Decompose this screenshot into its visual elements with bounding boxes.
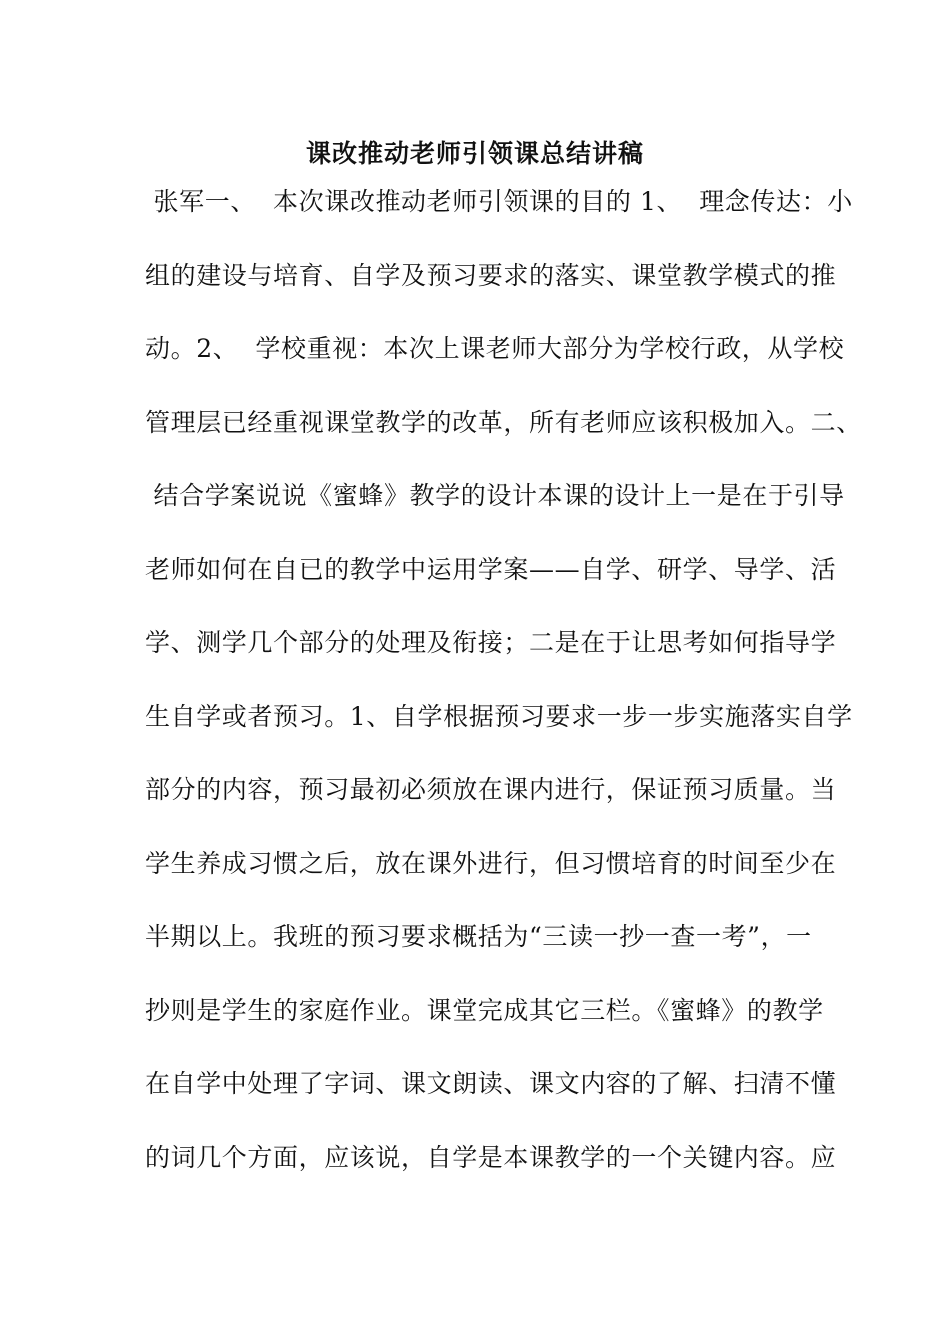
body-line-4: 管理层已经重视课堂教学的改革，所有老师应该积极加入。二、 (145, 407, 862, 437)
body-line-10: 学生养成习惯之后，放在课外进行，但习惯培育的时间至少在 (145, 848, 837, 878)
body-line-13: 在自学中处理了字词、课文朗读、课文内容的了解、扫清不懂 (145, 1069, 837, 1098)
document-body (145, 182, 862, 1211)
body-line-1: 张军一、 本次课改推动老师引领课的目的 1、 理念传达：小 (145, 187, 853, 216)
body-line-11: 半期以上。我班的预习要求概括为“三读一抄一查一考”，一 (145, 922, 812, 951)
body-line-9: 部分的内容，预习最初必须放在课内进行，保证预习质量。当 (145, 775, 837, 804)
body-line-5: 结合学案说说《蜜蜂》教学的设计本课的设计上一是在于引导 (145, 481, 845, 510)
body-line-14: 的词几个方面，应该说，自学是本课教学的一个关键内容。应 (145, 1142, 837, 1172)
body-line-6: 老师如何在自已的教学中运用学案——自学、研学、导学、活 (145, 554, 837, 584)
body-line-12: 抄则是学生的家庭作业。课堂完成其它三栏。《蜜蜂》的教学 (145, 995, 824, 1025)
body-line-3: 动。2、 学校重视：本次上课老师大部分为学校行政，从学校 (145, 334, 845, 363)
body-line-7: 学、测学几个部分的处理及衔接；二是在于让思考如何指导学 (145, 628, 837, 657)
body-line-8: 生自学或者预习。1、自学根据预习要求一步一步实施落实自学 (145, 701, 853, 731)
document-title: 课改推动老师引领课总结讲稿 (305, 139, 644, 168)
body-line-2: 组的建设与培育、自学及预习要求的落实、课堂教学模式的推 (145, 260, 837, 290)
